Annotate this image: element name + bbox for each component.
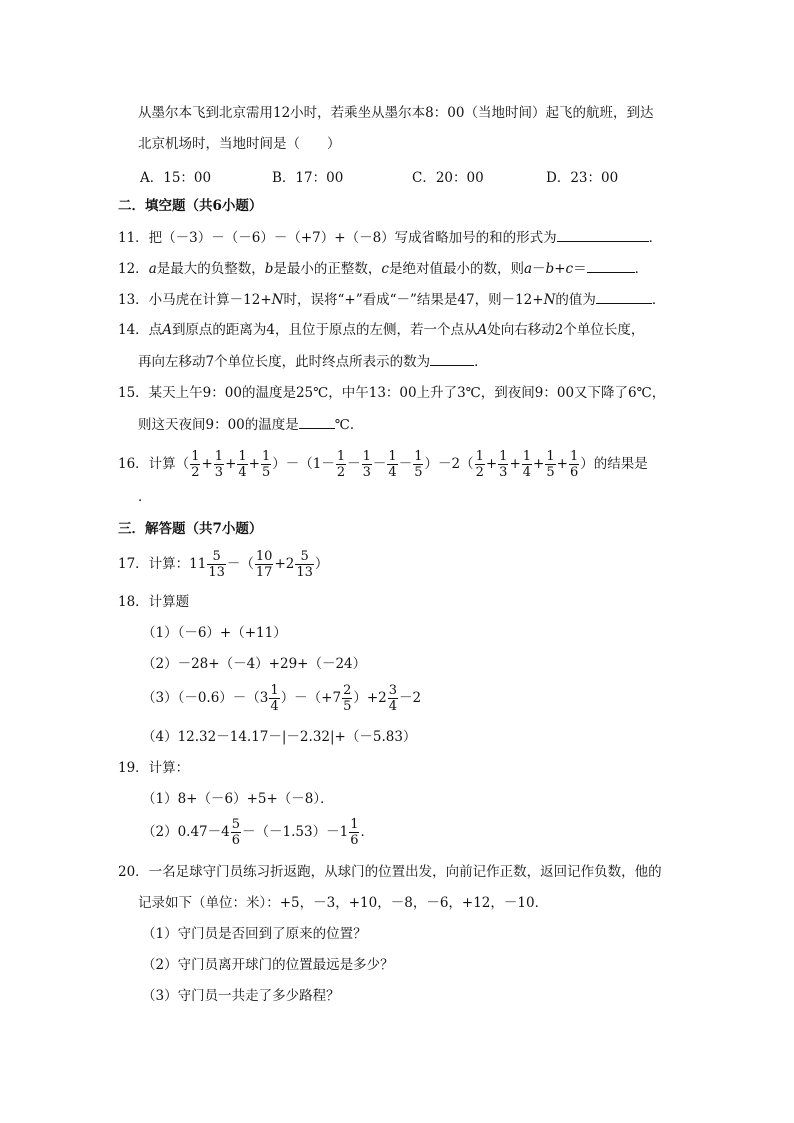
denominator: 4: [238, 465, 247, 480]
denominator: 5: [546, 465, 555, 480]
q20-part1: （1）守门员是否回到了原来的位置？: [142, 926, 367, 942]
q16-t3: ）－2（: [424, 456, 474, 472]
q12-t2: 是最小的正整数，: [273, 261, 382, 277]
q19-p2a: （2）0.47－4: [142, 824, 230, 840]
expr-b: b: [545, 261, 555, 277]
q10-option-a: A．15：00: [140, 170, 212, 186]
answer-blank: [299, 415, 335, 429]
denominator: 4: [270, 699, 279, 714]
expr-plus: +: [554, 261, 566, 277]
question-14-line1: [118, 321, 644, 339]
numerator: 1: [522, 449, 532, 464]
q13-end: ．: [651, 292, 666, 308]
q14-t1: 14．点: [118, 322, 163, 338]
denominator: 6: [569, 465, 579, 480]
fraction: [362, 450, 372, 479]
point-a: A: [162, 322, 172, 338]
numerator: 5: [207, 550, 226, 565]
denominator: 6: [350, 833, 359, 848]
fraction: [190, 450, 200, 479]
question-15-line2: [138, 415, 363, 434]
q17-t2: －（: [226, 556, 254, 572]
question-15-line1: 15．某天上午9：00的温度是25℃，中午13：00上升了3℃，到夜间9：00又下降了6℃，: [118, 385, 666, 401]
denominator: 3: [499, 465, 508, 480]
q17-t4: ）: [314, 556, 329, 572]
q16-line2: ．: [138, 489, 152, 505]
q19-title: 19．计算：: [118, 760, 190, 776]
q12-t3: 是绝对值最小的数，则: [388, 261, 524, 277]
denominator: 3: [214, 465, 224, 480]
denominator: 13: [208, 565, 225, 580]
denominator: 4: [388, 465, 397, 480]
q12-num: 12．: [118, 261, 149, 277]
question-17: [118, 546, 328, 582]
fraction: [269, 684, 279, 713]
section-title-fill-in: 二．填空题（共6小题）: [118, 198, 263, 214]
fraction: [475, 450, 485, 479]
q20-part2: （2）守门员离开球门的位置最远是多少？: [142, 957, 394, 973]
fraction: [231, 818, 241, 847]
op: －: [372, 456, 387, 472]
op: －: [398, 456, 413, 472]
op: +: [201, 456, 213, 472]
q15-unit: ℃．: [334, 417, 364, 433]
denominator: 5: [343, 699, 352, 714]
q13-t3: 的值为: [555, 292, 596, 308]
numerator: 1: [261, 449, 271, 464]
q20-part3: （3）守门员一共走了多少路程？: [142, 988, 340, 1004]
question-13: [118, 290, 665, 309]
q18-p3d: －2: [399, 690, 422, 706]
numerator: 1: [336, 449, 346, 464]
point-a: A: [477, 322, 488, 338]
q19-p2c: ．: [360, 824, 374, 840]
q19-part2: [142, 814, 374, 850]
op: +: [556, 456, 568, 472]
q10-option-b: B．17：00: [272, 170, 344, 186]
numerator: 1: [270, 683, 279, 698]
q13-t2: 时，误将“+”看成“－”结果是47，则－12+: [283, 292, 544, 308]
fraction: [387, 450, 397, 479]
fraction: [237, 450, 247, 479]
q13-t1: 13．小马虎在计算－12+: [118, 292, 272, 308]
numerator: 1: [414, 449, 423, 464]
q15-text: 则这天夜间9：00的温度是: [138, 417, 299, 433]
q11-text: 11．把（－3）－（－6）－（+7）+（－8）写成省略加号的和的形式为: [118, 230, 557, 246]
q12-t1: 是最大的负整数，: [156, 261, 265, 277]
numerator: 10: [255, 549, 273, 564]
fraction: [545, 450, 555, 479]
denominator: 5: [414, 465, 423, 480]
fraction: [498, 450, 508, 479]
q10-line1: 从墨尔本飞到北京需用12小时，若乘坐从墨尔本8：00（当地时间）起飞的航班，到达: [138, 105, 654, 121]
expr-a: a: [523, 261, 533, 277]
answer-blank: [430, 352, 474, 366]
op: －: [347, 456, 361, 472]
numerator: 1: [546, 449, 555, 464]
q18-p3a: （3）（－0.6）－（3: [142, 690, 269, 706]
denominator: 2: [191, 465, 200, 480]
denominator: 2: [475, 465, 484, 480]
denominator: 4: [388, 699, 398, 714]
q16-t2: ）－（1－: [272, 456, 335, 472]
q10-option-d: D．23：00: [546, 170, 619, 186]
question-16: [118, 446, 648, 482]
denominator: 4: [522, 465, 532, 480]
fraction: [342, 684, 352, 713]
q18-p3b: ）－（+7: [280, 690, 342, 706]
fraction: [522, 450, 532, 479]
q14-end: ．: [474, 354, 488, 370]
q16-t4: ）的结果是: [580, 456, 648, 472]
fraction: [569, 450, 579, 479]
denominator: 3: [362, 465, 371, 480]
question-12: [118, 259, 648, 278]
fraction: [214, 450, 224, 479]
q17-t3: +2: [274, 556, 295, 572]
q17-t1: 17．计算：11: [118, 556, 207, 572]
q20-line1: 20．一名足球守门员练习折返跑，从球门的位置出发，向前记作正数，返回记作负数，他的: [118, 864, 662, 880]
fraction: [349, 818, 359, 847]
q20-line2: 记录如下（单位：米）：+5，－3，+10，－8，－6，+12，－10．: [138, 895, 549, 911]
answer-blank: [557, 228, 649, 242]
op: +: [248, 456, 260, 472]
numerator: 1: [350, 817, 359, 832]
fraction: [388, 684, 398, 713]
denominator: 6: [231, 833, 241, 848]
denominator: 17: [255, 565, 273, 580]
numerator: 1: [569, 449, 579, 464]
numerator: 1: [362, 449, 371, 464]
fraction: [295, 550, 314, 579]
op: +: [485, 456, 498, 472]
numerator: 1: [499, 449, 508, 464]
fraction: [336, 450, 346, 479]
var-a: a: [148, 261, 157, 277]
numerator: 1: [214, 449, 224, 464]
q12-end: ．: [634, 261, 649, 277]
q18-title: 18．计算题: [118, 594, 190, 610]
q14-t2: 到原点的距离为4，且位于原点的左侧，若一个点从: [171, 322, 478, 338]
q18-part4: （4）12.32－14.17－|－2.32|+（－5.83）: [142, 729, 417, 745]
q19-p2b: －（－1.53）－1: [242, 824, 349, 840]
numerator: 1: [191, 449, 200, 464]
var-n: N: [271, 292, 284, 308]
q11-end: ．: [648, 230, 663, 246]
expr-c: c: [565, 261, 574, 277]
numerator: 3: [388, 683, 398, 698]
expr-minus: －: [532, 261, 546, 277]
denominator: 13: [296, 565, 313, 580]
q18-part1: （1）（－6）+（+11）: [142, 625, 287, 641]
fraction: [255, 550, 274, 579]
denominator: 2: [336, 465, 346, 480]
expr-eq: ＝: [573, 261, 587, 277]
denominator: 5: [261, 465, 271, 480]
numerator: 5: [295, 550, 314, 565]
numerator: 5: [231, 817, 241, 832]
op: +: [225, 456, 237, 472]
question-14-line2: [138, 352, 488, 371]
q14-t3: 处向右移动2个单位长度，: [487, 322, 645, 338]
section-title-solve: 三．解答题（共7小题）: [118, 521, 263, 537]
numerator: 1: [238, 449, 247, 464]
question-11: [118, 228, 662, 247]
q19-part1: （1）8+（－6）+5+（－8）．: [142, 791, 334, 807]
q10-option-c: C．20：00: [412, 170, 484, 186]
numerator: 2: [343, 683, 352, 698]
numerator: 1: [388, 449, 397, 464]
numerator: 1: [475, 449, 484, 464]
q14-line2-text: 再向左移动7个单位长度，此时终点所表示的数为: [138, 354, 431, 370]
q16-t1: 16．计算（: [118, 456, 190, 472]
fraction: [413, 450, 423, 479]
q18-part2: （2）－28+（－4）+29+（－24）: [142, 656, 367, 672]
q10-line2: 北京机场时，当地时间是（ ）: [138, 136, 341, 152]
fraction: [207, 550, 226, 579]
answer-blank: [596, 290, 652, 304]
var-n: N: [543, 292, 556, 308]
answer-blank: [587, 259, 635, 273]
var-b: b: [264, 261, 274, 277]
op: +: [533, 456, 545, 472]
op: +: [509, 456, 521, 472]
q18-part3: [142, 680, 421, 716]
fraction: [261, 450, 271, 479]
var-c: c: [381, 261, 389, 277]
q18-p3c: ）+2: [353, 690, 387, 706]
